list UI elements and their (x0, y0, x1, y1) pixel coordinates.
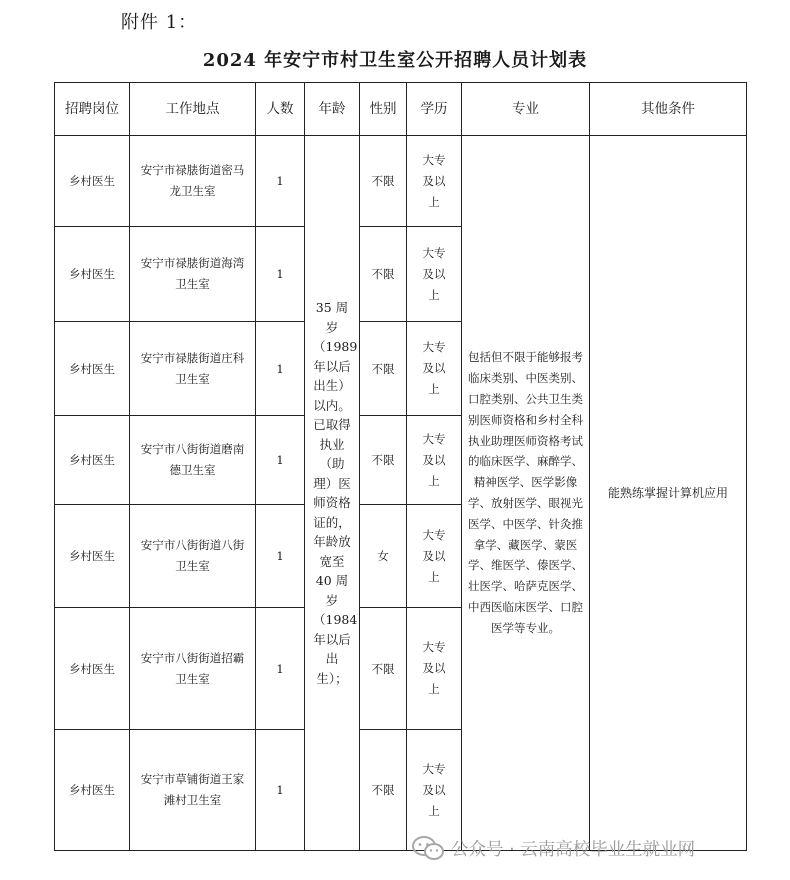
watermark (411, 833, 695, 863)
page-title: 2024 年安宁市村卫生室公开招聘人员计划表 (202, 50, 588, 71)
cell-location: 安宁市八街街道八街卫生室 (130, 505, 256, 608)
cell-count: 1 (256, 136, 305, 227)
cell-count: 1 (256, 416, 305, 505)
cell-gender: 不限 (360, 608, 407, 730)
cell-count: 1 (256, 730, 305, 851)
cell-gender: 不限 (360, 416, 407, 505)
table-header-row (55, 83, 747, 136)
cell-gender: 不限 (360, 136, 407, 227)
cell-education: 大专及以上 (407, 227, 462, 322)
cell-count: 1 (256, 608, 305, 730)
cell-location: 安宁市草铺街道王家滩村卫生室 (130, 730, 256, 851)
cell-gender: 不限 (360, 730, 407, 851)
cell-position: 乡村医生 (55, 322, 130, 416)
cell-education: 大专及以上 (407, 730, 462, 851)
cell-location: 安宁市禄脿街道庄科卫生室 (130, 322, 256, 416)
cell-education: 大专及以上 (407, 608, 462, 730)
cell-education: 大专及以上 (407, 322, 462, 416)
watermark-text: 公众号 · 云南高校毕业生就业网 (451, 839, 696, 860)
cell-location: 安宁市禄脿街道密马龙卫生室 (130, 136, 256, 227)
cell-education: 大专及以上 (407, 136, 462, 227)
cell-education: 大专及以上 (407, 505, 462, 608)
cell-education: 大专及以上 (407, 416, 462, 505)
cell-count: 1 (256, 227, 305, 322)
cell-gender: 不限 (360, 227, 407, 322)
header-count: 人数 (256, 83, 305, 136)
header-gender: 性别 (360, 83, 407, 136)
cell-position: 乡村医生 (55, 505, 130, 608)
cell-count: 1 (256, 505, 305, 608)
cell-location: 安宁市禄脿街道海湾卫生室 (130, 227, 256, 322)
table-row (55, 136, 747, 227)
cell-age-requirement: 35 周岁（1989 年以后出生）以内。已取得执业（助理）医师资格证的，年龄放宽至 40 周岁（1984 年以后出生）； (305, 136, 360, 851)
header-position: 招聘岗位 (55, 83, 130, 136)
cell-position: 乡村医生 (55, 730, 130, 851)
header-other: 其他条件 (590, 83, 747, 136)
cell-location: 安宁市八街街道招霸卫生室 (130, 608, 256, 730)
header-education: 学历 (407, 83, 462, 136)
cell-gender: 不限 (360, 322, 407, 416)
cell-position: 乡村医生 (55, 608, 130, 730)
cell-gender: 女 (360, 505, 407, 608)
cell-count: 1 (256, 322, 305, 416)
header-major: 专业 (462, 83, 590, 136)
cell-position: 乡村医生 (55, 136, 130, 227)
cell-position: 乡村医生 (55, 416, 130, 505)
cell-location: 安宁市八街街道磨南德卫生室 (130, 416, 256, 505)
cell-major-requirement: 包括但不限于能够报考临床类别、中医类别、口腔类别、公共卫生类别医师资格和乡村全科执业助理医师资格考试的临床医学、麻醉学、精神医学、医学影像学、放射医学、眼视光医学、中医学、针灸推拿学、藏医学、蒙医学、维医学、傣医学、壮医学、哈萨克医学、中西医临床医学、口腔医学等专业。 (462, 136, 590, 851)
header-age: 年龄 (305, 83, 360, 136)
attachment-label: 附件 1： (121, 12, 198, 33)
wechat-icon (411, 835, 445, 861)
recruitment-plan-table (54, 82, 747, 851)
cell-position: 乡村医生 (55, 227, 130, 322)
cell-other-requirement: 能熟练掌握计算机应用 (590, 136, 747, 851)
header-location: 工作地点 (130, 83, 256, 136)
